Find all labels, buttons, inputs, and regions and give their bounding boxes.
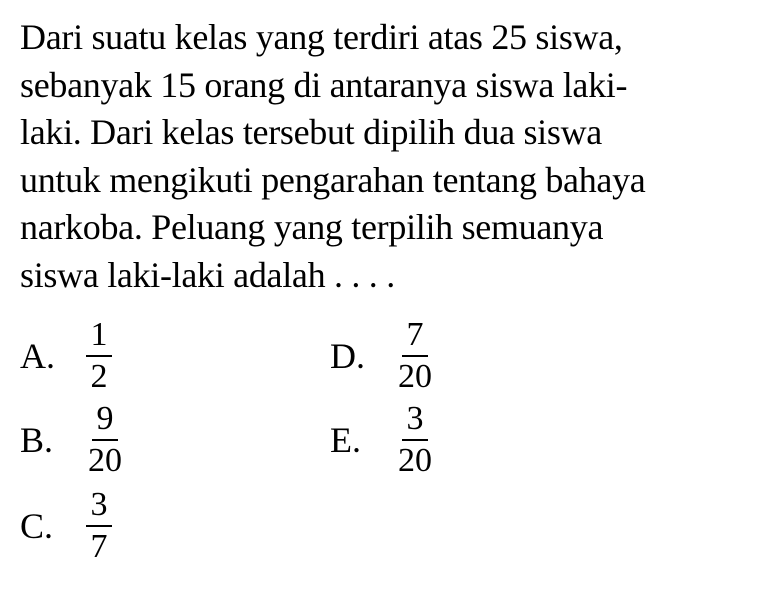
fraction-numerator: 7 <box>402 318 428 357</box>
option-b[interactable] <box>20 402 124 478</box>
question-line: sebanyak 15 orang di antaranya siswa laki- <box>20 64 628 105</box>
question-line: siswa laki-laki adalah . . . . <box>20 254 395 295</box>
fraction-numerator: 3 <box>402 402 428 441</box>
fraction-denominator: 2 <box>90 358 108 395</box>
fraction-denominator: 20 <box>398 442 432 479</box>
option-fraction <box>86 402 124 478</box>
option-fraction <box>396 402 434 478</box>
fraction-denominator: 20 <box>398 358 432 395</box>
option-letter: C. <box>20 506 54 546</box>
fraction-numerator: 1 <box>86 318 112 357</box>
option-letter: D. <box>330 336 365 376</box>
fraction-numerator: 9 <box>92 402 118 441</box>
option-c[interactable] <box>20 488 112 564</box>
option-fraction <box>86 318 112 394</box>
question-line: untuk mengikuti pengarahan tentang bahaya <box>20 159 646 200</box>
question-line: narkoba. Peluang yang terpilih semuanya <box>20 207 604 247</box>
question-text <box>20 14 750 299</box>
fraction-denominator: 7 <box>90 528 108 565</box>
question-line: Dari suatu kelas yang terdiri atas 25 siswa, <box>20 17 623 57</box>
fraction-denominator: 20 <box>88 442 122 479</box>
question-line: laki. Dari kelas tersebut dipilih dua siswa <box>20 112 602 152</box>
option-e[interactable] <box>330 402 434 478</box>
option-letter: E. <box>330 420 361 460</box>
fraction-numerator: 3 <box>86 488 112 527</box>
option-letter: A. <box>20 336 55 376</box>
option-a[interactable] <box>20 318 112 394</box>
option-fraction <box>396 318 434 394</box>
option-fraction <box>86 488 112 564</box>
option-letter: B. <box>20 420 54 460</box>
option-d[interactable] <box>330 318 434 394</box>
